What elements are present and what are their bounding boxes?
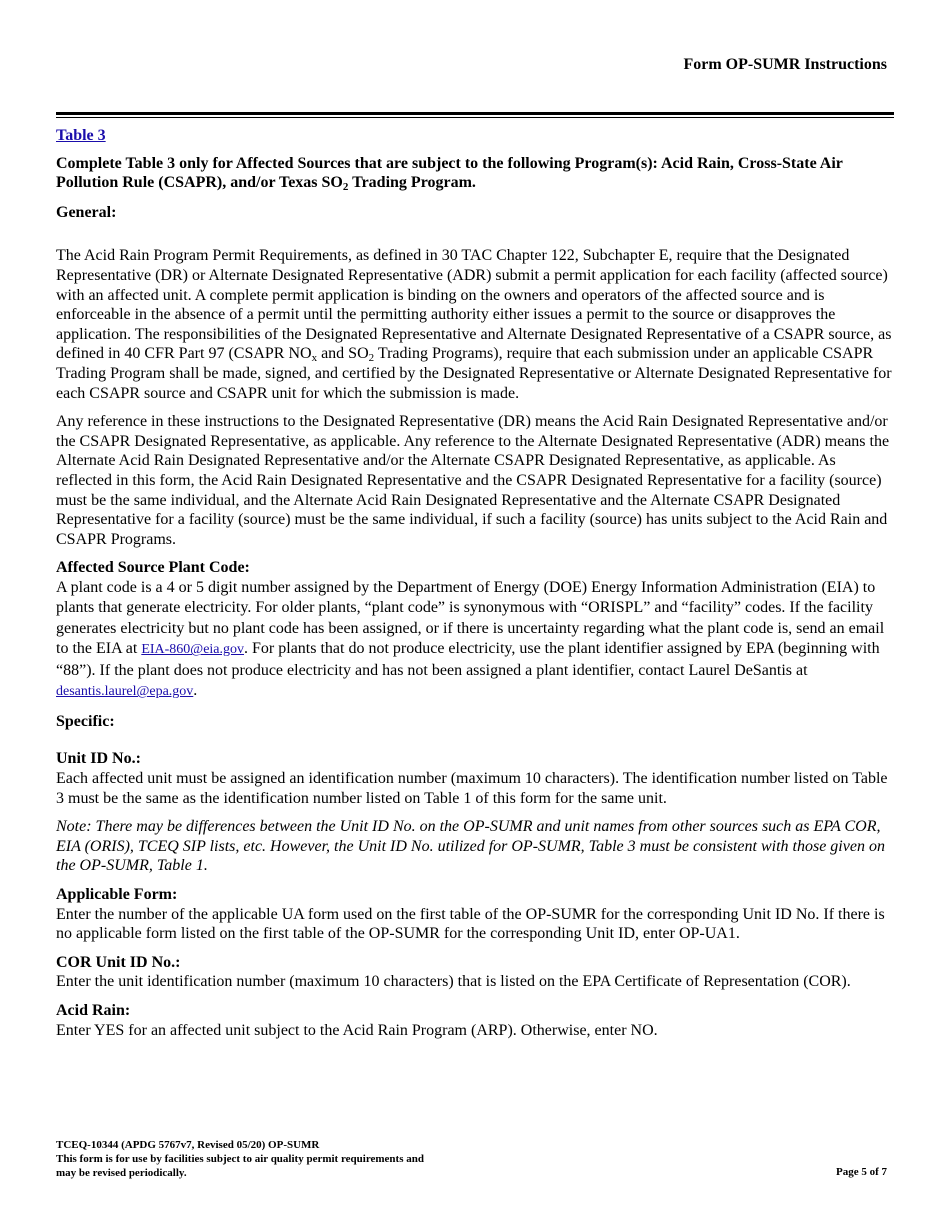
general-heading: General: (56, 203, 117, 221)
general-paragraph-2: Any reference in these instructions to the Designated Representative (DR) means the Acid Rain Designated Representative and/or the CSAPR Designated Representative, as applicable. Any reference to the Alternate Designated Representative (ADR) means the Alternate Acid Rain Designated Representative and/or the Alternate CSAPR Designated Representative, as applicable. As reflected in this form, the Acid Rain Designated Representative and the CSAPR Designated Representative for a facility (source) must be the same individual, and the Alternate Acid Rain Designated Representative and the Alternate CSAPR Designated Representative for a facility (source) must be the same individual, if such a facility (source) has units subject to the Acid Rain and CSAPR Programs. (56, 413, 890, 548)
plant-code-heading: Affected Source Plant Code: (56, 559, 250, 577)
header-rule-thin (56, 117, 894, 118)
general-p1-text: The Acid Rain Program Permit Requirements, as defined in 30 TAC Chapter 122, Subchapter E, require that the Designated Representative (DR) or Alternate Designated Representative (ADR) submit a permit application for each facility (affected source) with an affected unit. A complete permit application is binding on the owners and operators of the affected source and is enforceable in the absence of a permit until the permitting authority either issues a permit to the source or disapproves the application. The responsibilities of the Designated Representative and Alternate Designated Representative of a CSAPR source, as defined in 40 CFR Part 97 (CSAPR NO (56, 247, 892, 363)
so2-subscript: 2 (368, 352, 375, 365)
plant-code-paragraph (56, 578, 894, 703)
intro-text-end: Trading Program. (348, 174, 476, 192)
footer-form-id: TCEQ-10344 (APDG 5767v7, Revised 05/20) OP-SUMR (56, 1139, 320, 1151)
plant-code-text-3: . (193, 682, 198, 700)
applicable-form-heading: Applicable Form: (56, 886, 178, 904)
unit-id-note: Note: There may be differences between the Unit ID No. on the OP-SUMR and unit names from other sources such as EPA COR, EIA (ORIS), TCEQ SIP lists, etc. However, the Unit ID No. utilized for OP-SUMR, Table 3 must be consistent with those given on the OP-SUMR, Table 1. (56, 818, 885, 875)
plant-code-text-2: . For plants that do not produce electricity, use the plant identifier assigned by EPA (beginning with “88”). If the plant does not produce electricity and has not been assigned a plant identifier, contact Laurel DeSantis at (56, 640, 880, 679)
cor-unit-id-heading: COR Unit ID No.: (56, 953, 181, 971)
intro-text: Complete Table 3 only for Affected Sources that are subject to the following Program(s): Acid Rain, Cross-State Air Pollution Rule (CSAPR), and/or Texas SO (56, 154, 843, 192)
instructions-body (56, 126, 894, 1049)
epa-email-link[interactable]: desantis.laurel@epa.gov (56, 684, 194, 700)
cor-unit-id-text: Enter the unit identification number (maximum 10 characters) that is listed on the EPA Certificate of Representation (COR). (56, 973, 851, 991)
nox-subscript: x (311, 352, 318, 365)
footer-note-line-1: This form is for use by facilities subject to air quality permit requirements and (56, 1153, 424, 1165)
unit-id-heading: Unit ID No.: (56, 750, 141, 768)
intro-paragraph (56, 154, 894, 193)
page-header-title: Form OP-SUMR Instructions (683, 56, 887, 73)
page-footer (56, 1138, 424, 1180)
footer-note-line-2: may be revised periodically. (56, 1167, 187, 1179)
header-rule-thick (56, 112, 894, 115)
acid-rain-heading: Acid Rain: (56, 1002, 131, 1019)
intro-subscript: 2 (342, 181, 349, 194)
unit-id-text: Each affected unit must be assigned an identification number (maximum 10 characters). The identification number listed on Table 3 must be the same as the identification number listed on Table 1 of this form for the same unit. (56, 770, 888, 807)
general-p1-text-3: Trading Programs), require that each submission under an applicable CSAPR Trading Program shall be made, signed, and certified by the Designated Representative or Alternate Designated Representative for each CSAPR source and CSAPR unit for which the submission is made. (56, 345, 892, 402)
general-p1-text-2: and SO (317, 345, 369, 363)
page-number: Page 5 of 7 (835, 1166, 887, 1178)
table-3-link[interactable]: Table 3 (56, 127, 106, 144)
eia-email-link[interactable]: EIA-860@eia.gov (141, 642, 245, 658)
acid-rain-text: Enter YES for an affected unit subject to the Acid Rain Program (ARP). Otherwise, enter NO. (56, 1021, 658, 1039)
plant-code-text-1: A plant code is a 4 or 5 digit number assigned by the Department of Energy (DOE) Energy Information Administration (EIA) to plants that generate electricity. For older plants, “plant code” is synonymous with “ORISPL” and “facility” codes. If the facility generates electricity but no plant code has been assigned, or if there is uncertainty regarding what the plant code is, send an email to the EIA at (56, 578, 885, 658)
general-paragraph-1 (56, 246, 894, 403)
applicable-form-text: Enter the number of the applicable UA form used on the first table of the OP-SUMR for the corresponding Unit ID No. If there is no applicable form listed on the first table of the OP-SUMR for the corresponding Unit ID, enter OP-UA1. (56, 905, 885, 943)
specific-heading: Specific: (56, 712, 115, 730)
